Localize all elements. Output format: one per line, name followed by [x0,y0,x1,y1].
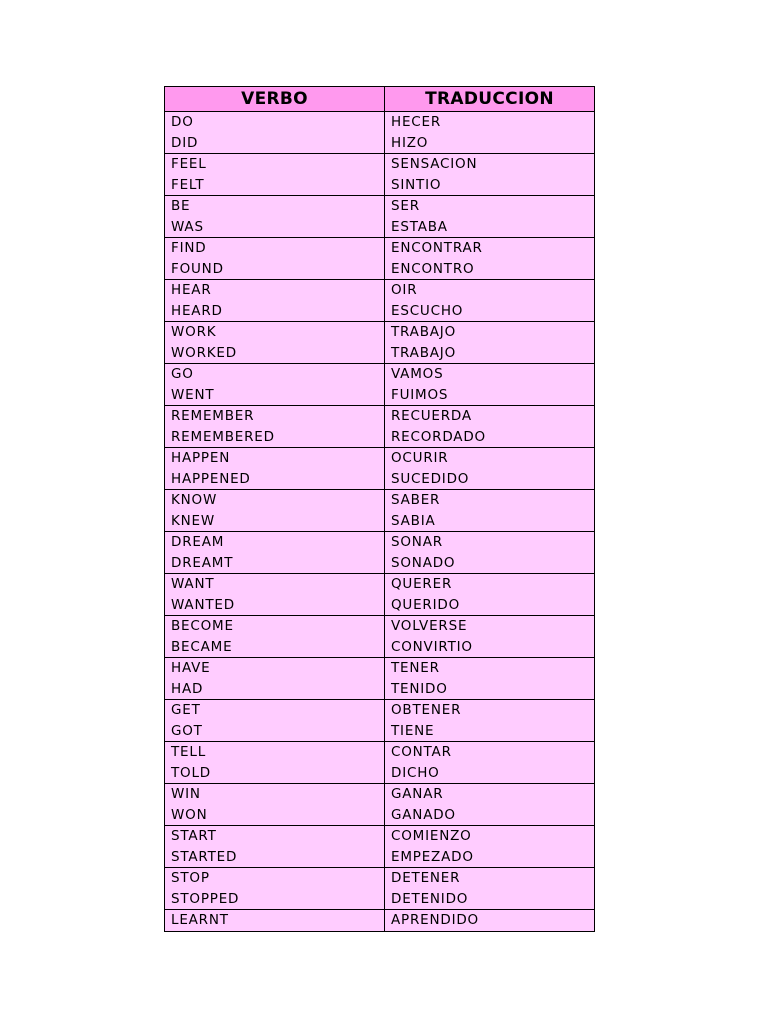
verb-present: DREAM [171,534,225,550]
translation-text: SABER [391,492,441,508]
verb-past: HEARD [171,302,223,319]
verb-cell [165,406,385,448]
verb-present: START [171,828,217,844]
verb-past: KNEW [171,512,216,529]
verb-cell [165,910,385,932]
translation-text: SABIA [391,512,436,529]
translation-cell [385,490,595,532]
verb-past: WANTED [171,596,235,613]
verb-present: FEEL [171,156,207,172]
translation-cell [385,616,595,658]
translation-text: APRENDIDO [391,912,479,928]
translation-cell [385,448,595,490]
verb-present: DO [171,114,194,130]
verb-present: KNOW [171,492,218,508]
verb-cell [165,784,385,826]
translation-cell [385,322,595,364]
verb-present: GET [171,702,201,718]
translation-cell [385,742,595,784]
verb-present: WORK [171,324,217,340]
table-row [165,364,595,406]
verb-cell [165,574,385,616]
translation-cell [385,196,595,238]
translation-text: SONAR [391,534,443,550]
table-row [165,196,595,238]
translation-text: ENCONTRAR [391,240,483,256]
translation-text: HIZO [391,134,429,151]
translation-text: EMPEZADO [391,848,474,865]
translation-cell [385,658,595,700]
verb-cell [165,322,385,364]
translation-cell [385,238,595,280]
translation-text: GANADO [391,806,456,823]
translation-text: CONTAR [391,744,452,760]
verb-present: BECOME [171,618,234,634]
table-row [165,700,595,742]
verb-past: HAPPENED [171,470,251,487]
translation-text: SENSACION [391,156,478,172]
verb-past: TOLD [171,764,211,781]
verb-past: WON [171,806,208,823]
verb-past: WENT [171,386,215,403]
translation-text: RECUERDA [391,408,472,424]
verb-present: WANT [171,576,215,592]
verb-cell [165,154,385,196]
table-row [165,826,595,868]
verb-table-container [164,86,594,932]
verb-cell [165,826,385,868]
translation-cell [385,364,595,406]
header-traduccion: TRADUCCION [385,87,595,112]
translation-text: VOLVERSE [391,618,468,634]
verb-past: FOUND [171,260,224,277]
table-row [165,280,595,322]
verb-cell [165,658,385,700]
table-row [165,616,595,658]
translation-cell [385,868,595,910]
translation-cell [385,406,595,448]
translation-text: SINTIO [391,176,442,193]
translation-text: TRABAJO [391,324,457,340]
translation-text: OCURIR [391,450,449,466]
verb-present: HEAR [171,282,212,298]
verb-present: FIND [171,240,207,256]
translation-text: GANAR [391,786,444,802]
translation-text: OIR [391,282,418,298]
verb-cell [165,364,385,406]
table-row [165,742,595,784]
verb-past: BECAME [171,638,233,655]
verb-cell [165,868,385,910]
verb-present: GO [171,366,194,382]
verb-present: TELL [171,744,207,760]
verb-past: FELT [171,176,205,193]
translation-text: ESTABA [391,218,448,235]
translation-text: QUERER [391,576,453,592]
translation-text: TENIDO [391,680,448,697]
translation-cell [385,280,595,322]
translation-text: RECORDADO [391,428,486,445]
verb-cell [165,196,385,238]
table-row [165,658,595,700]
verb-cell [165,448,385,490]
translation-text: COMIENZO [391,828,472,844]
translation-text: VAMOS [391,366,444,382]
translation-text: DETENIDO [391,890,469,907]
verb-present: WIN [171,786,201,802]
verb-past: GOT [171,722,203,739]
verb-past: REMEMBERED [171,428,275,445]
verb-cell [165,532,385,574]
verb-past: DID [171,134,199,151]
table-row [165,490,595,532]
translation-text: FUIMOS [391,386,449,403]
verb-present: HAPPEN [171,450,231,466]
translation-text: DICHO [391,764,440,781]
verb-past: STARTED [171,848,238,865]
verb-cell [165,112,385,154]
verb-translation-table [164,86,595,932]
translation-text: TENER [391,660,440,676]
verb-past: STOPPED [171,890,240,907]
translation-cell [385,910,595,932]
translation-text: ENCONTRO [391,260,475,277]
translation-text: SONADO [391,554,456,571]
table-row [165,448,595,490]
translation-cell [385,532,595,574]
verb-past: HAD [171,680,204,697]
translation-text: OBTENER [391,702,462,718]
verb-present: LEARNT [171,912,229,928]
table-row [165,868,595,910]
verb-past: WAS [171,218,204,235]
verb-past: WORKED [171,344,237,361]
table-row [165,406,595,448]
verb-present: REMEMBER [171,408,255,424]
verb-present: BE [171,198,191,214]
verb-cell [165,238,385,280]
table-row [165,154,595,196]
table-row [165,238,595,280]
translation-cell [385,112,595,154]
translation-text: SER [391,198,420,214]
verb-past: DREAMT [171,554,234,571]
translation-cell [385,784,595,826]
translation-text: DETENER [391,870,461,886]
translation-text: ESCUCHO [391,302,464,319]
table-row [165,112,595,154]
translation-cell [385,826,595,868]
table-row [165,532,595,574]
table-row [165,322,595,364]
verb-cell [165,280,385,322]
table-row [165,574,595,616]
translation-text: HECER [391,114,442,130]
table-body [165,112,595,932]
table-row [165,910,595,932]
verb-present: STOP [171,870,210,886]
verb-cell [165,616,385,658]
translation-text: TRABAJO [391,344,457,361]
translation-text: CONVIRTIO [391,638,473,655]
table-row [165,784,595,826]
translation-text: QUERIDO [391,596,461,613]
verb-cell [165,700,385,742]
table-header-row [165,87,595,112]
translation-cell [385,574,595,616]
header-verbo: VERBO [165,87,385,112]
verb-cell [165,490,385,532]
translation-cell [385,154,595,196]
translation-text: SUCEDIDO [391,470,470,487]
translation-text: TIENE [391,722,435,739]
verb-cell [165,742,385,784]
translation-cell [385,700,595,742]
verb-present: HAVE [171,660,211,676]
